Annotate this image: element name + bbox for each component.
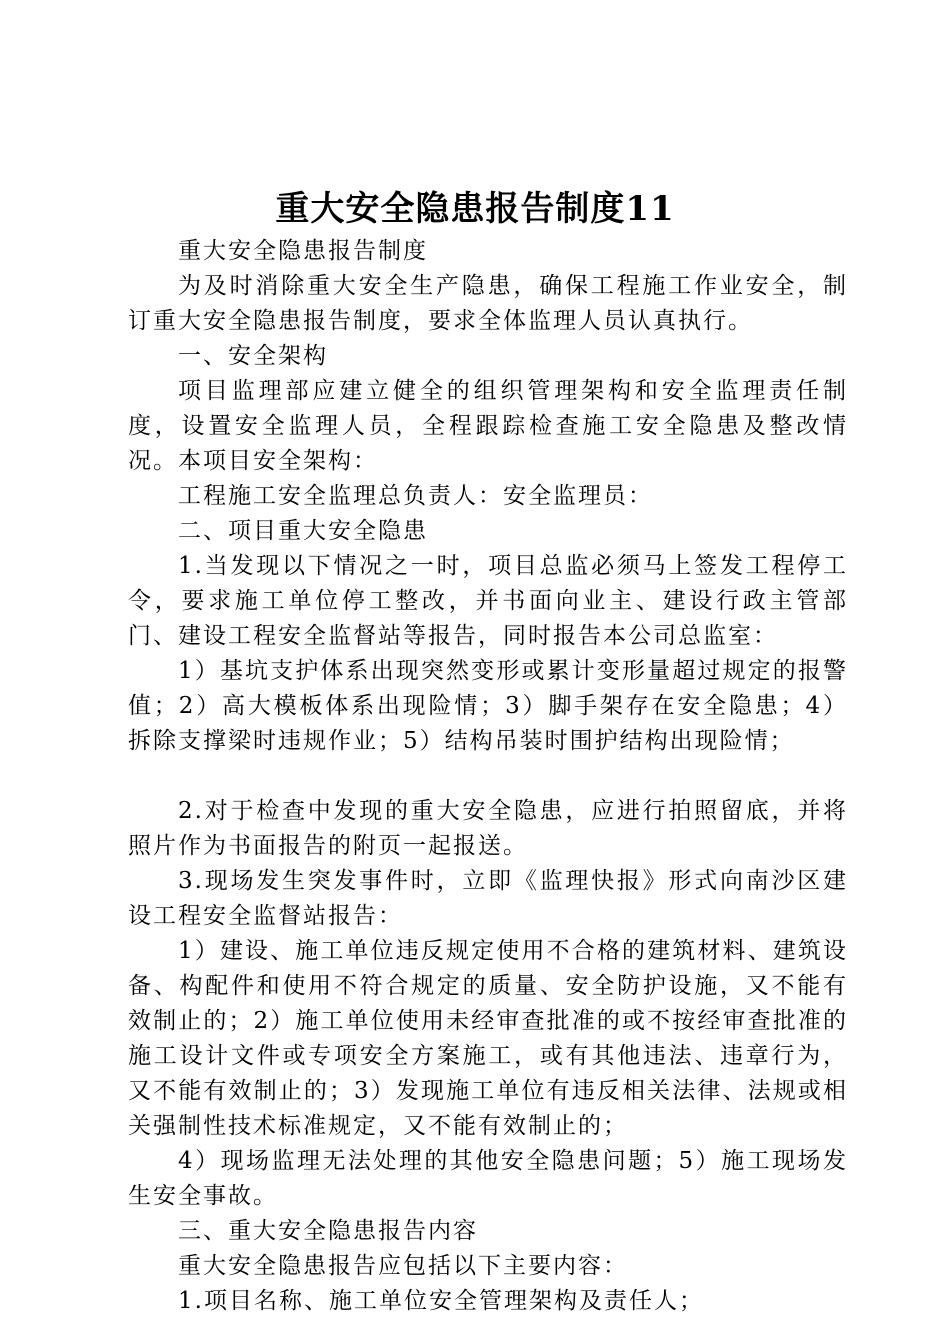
paragraph-item-1: 1.当发现以下情况之一时，项目总监必须马上签发工程停工令，要求施工单位停工整改，并书面向业主、建设行政主管部门、建设工程安全监督站等报告，同时报告本公司总监室： xyxy=(128,553,848,649)
paragraph-item-2: 2.对于检查中发现的重大安全隐患，应进行拍照留底，并将照片作为书面报告的附页一起报送。 xyxy=(128,798,848,859)
paragraph-subtitle: 重大安全隐患报告制度 xyxy=(178,238,428,264)
section-heading-1: 一、安全架构 xyxy=(178,343,328,369)
paragraph-responsible: 工程施工安全监理总负责人：安全监理员： xyxy=(178,483,653,509)
paragraph-item-1-list: 1）基坑支护体系出现突然变形或累计变形量超过规定的报警值；2）高大模板体系出现险情；3）脚手架存在安全隐患；4）拆除支撑梁时违规作业；5）结构吊装时围护结构出现险情； xyxy=(128,658,848,754)
paragraph-item-3-list-cont: 4）现场监理无法处理的其他安全隐患问题；5）施工现场发生安全事故。 xyxy=(128,1148,848,1209)
paragraph-architecture: 项目监理部应建立健全的组织管理架构和安全监理责任制度，设置安全监理人员，全程跟踪检查施工安全隐患及整改情况。本项目安全架构： xyxy=(128,378,848,474)
document-body xyxy=(128,234,848,1319)
paragraph-item-3-list: 1）建设、施工单位违反规定使用不合格的建筑材料、建筑设备、构配件和使用不符合规定的质量、安全防护设施，又不能有效制止的；2）施工单位使用未经审查批准的或不按经审查批准的施工设计文件或专项安全方案施工，或有其他违法、违章行为，又不能有效制止的；3）发现施工单位有违反相关法律、法规或相关强制性技术标准规定，又不能有效制止的； xyxy=(128,938,848,1139)
paragraph-report-content: 重大安全隐患报告应包括以下主要内容： xyxy=(178,1253,628,1279)
paragraph-intro: 为及时消除重大安全生产隐患，确保工程施工作业安全，制订重大安全隐患报告制度，要求全体监理人员认真执行。 xyxy=(128,273,848,334)
document-title: 重大安全隐患报告制度11 xyxy=(275,189,675,229)
section-heading-2: 二、项目重大安全隐患 xyxy=(178,518,428,544)
blank-line xyxy=(128,759,848,794)
paragraph-report-item-1: 1.项目名称、施工单位安全管理架构及责任人； xyxy=(178,1288,704,1314)
paragraph-item-3: 3.现场发生突发事件时，立即《监理快报》形式向南沙区建设工程安全监督站报告： xyxy=(128,868,848,929)
section-heading-3: 三、重大安全隐患报告内容 xyxy=(178,1218,478,1244)
